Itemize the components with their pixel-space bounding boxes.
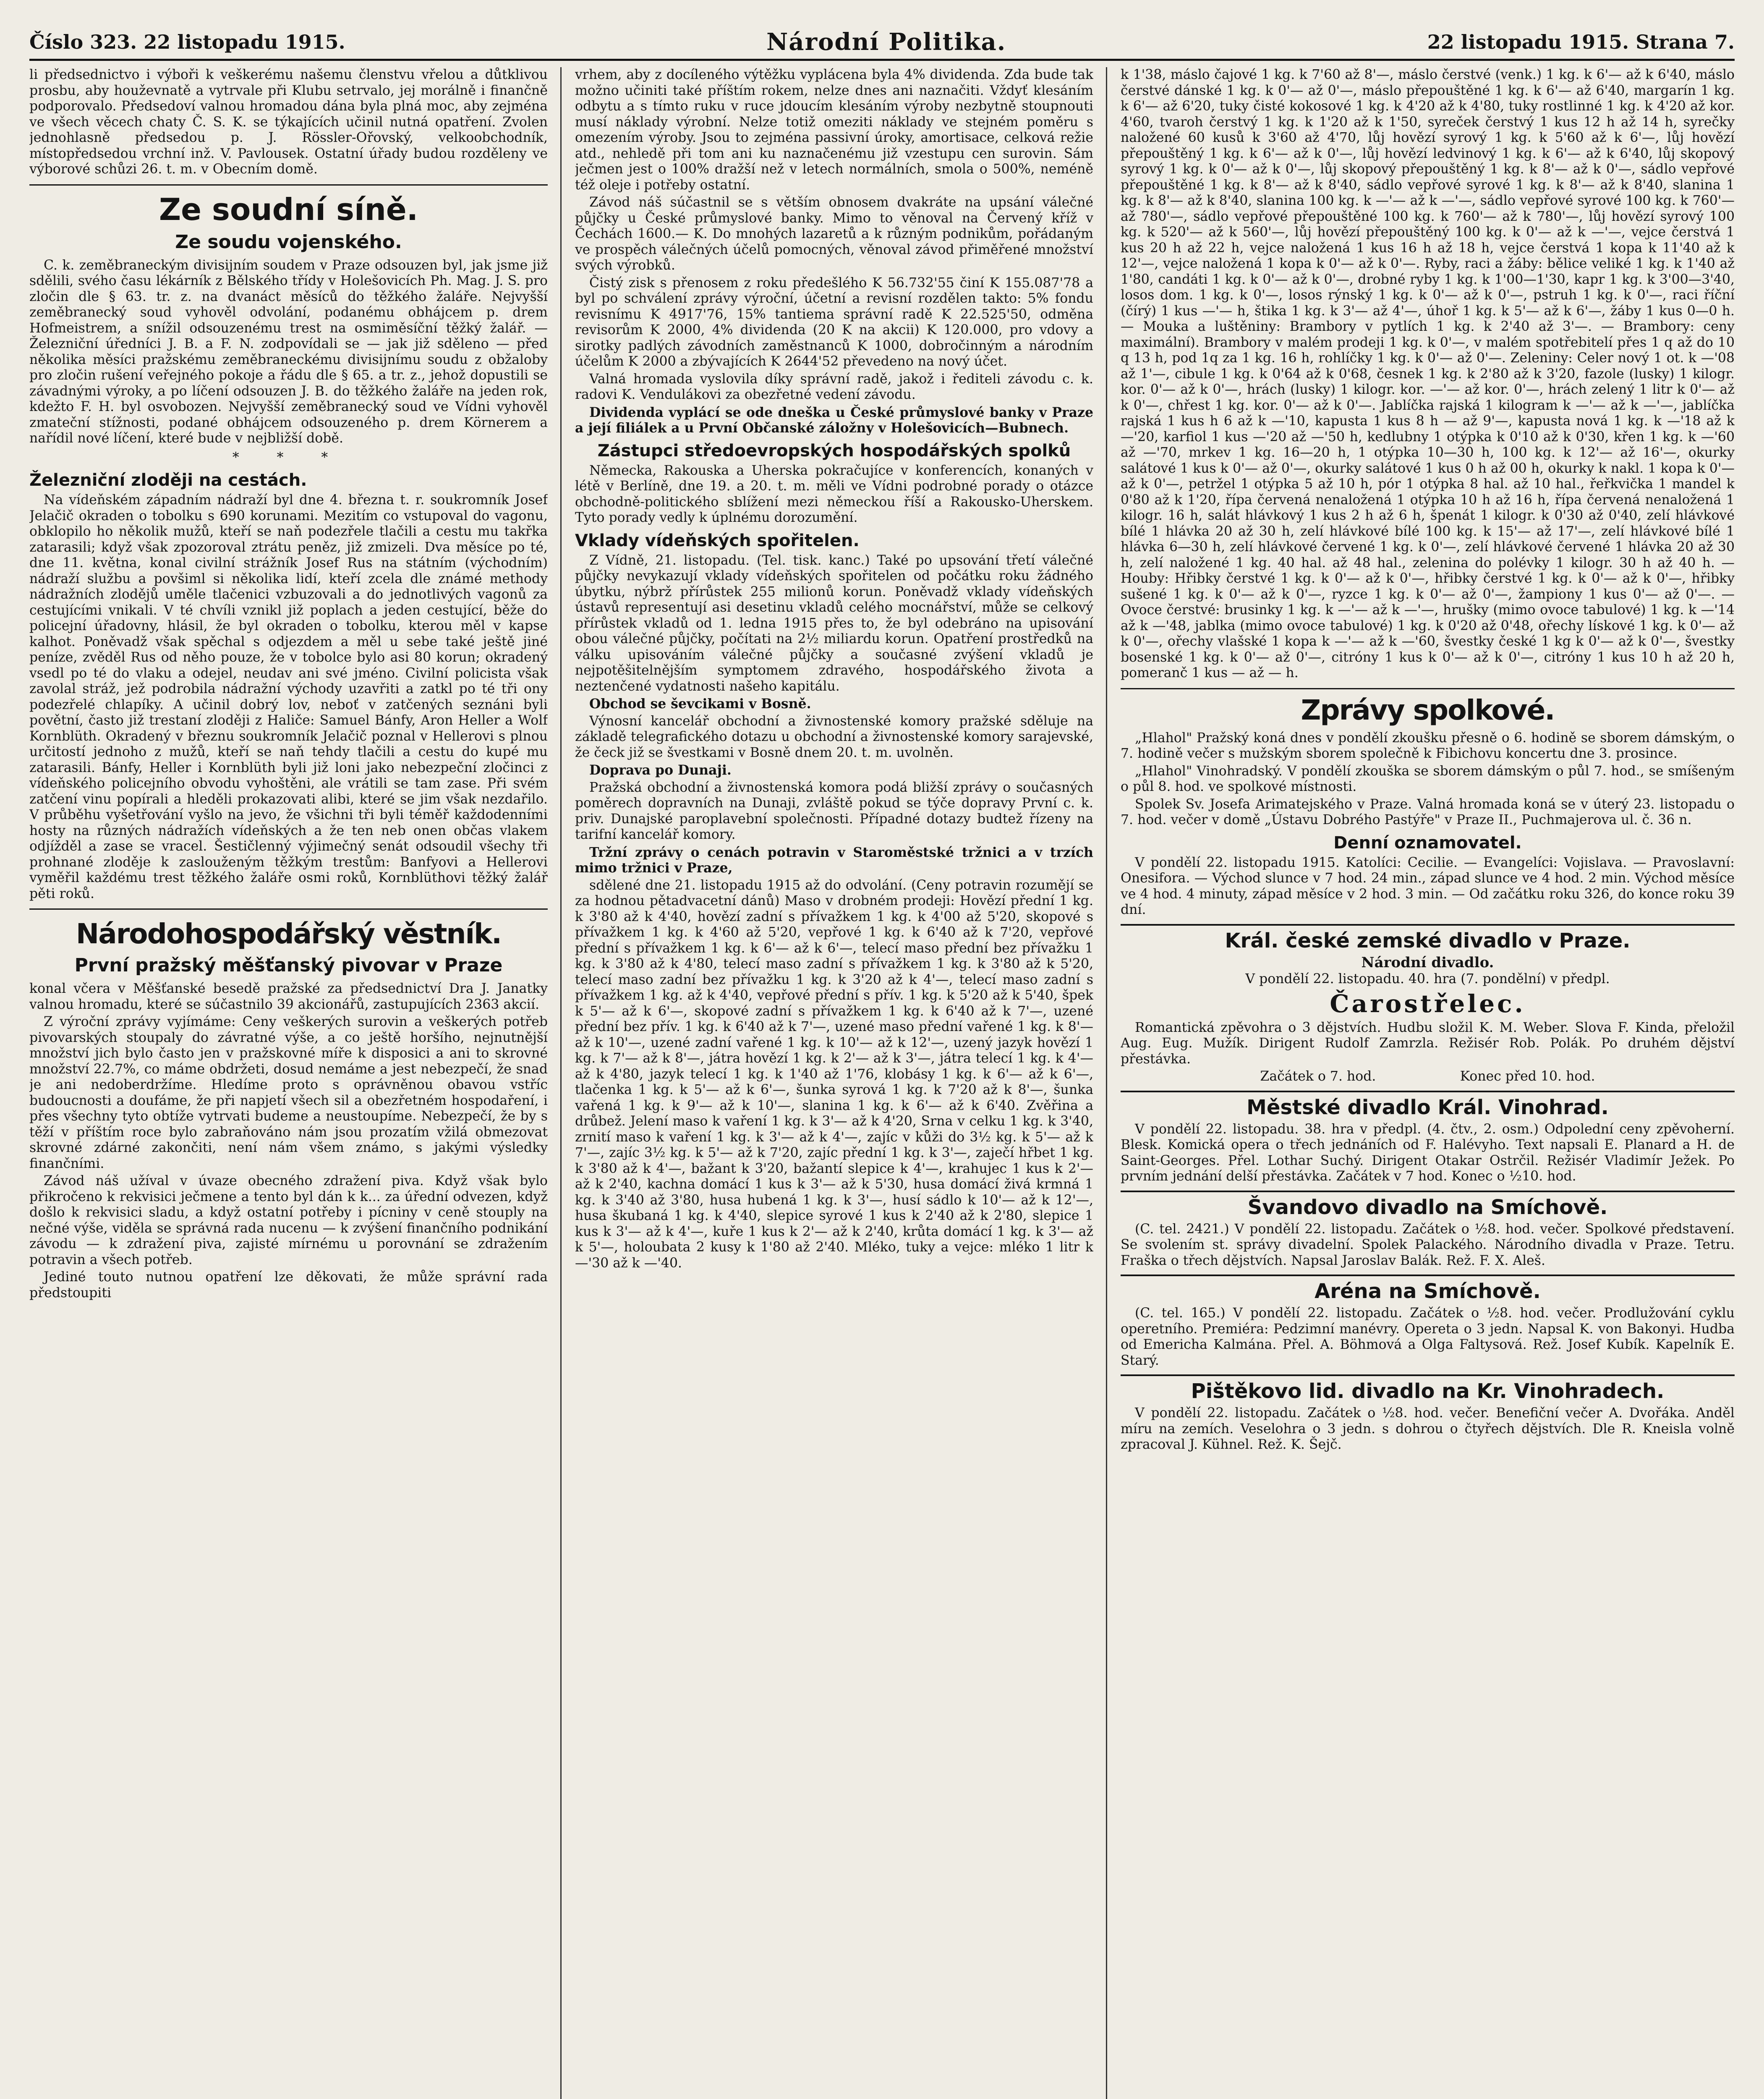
- column-rule: [1106, 67, 1107, 2099]
- rail-thieves-report: Na vídeňském západním nádraží byl dne 4. března t. r. soukromník Josef Jelačič okraden o tobolku s 690 korunami. Mezitím co vstupoval do vagonu, obklopilo ho několik mužů, kteří se naň podezřele tlačili a cestu mu takřka zatarasili; když však zpozoroval ztrátu peněz, již zmizeli. Dva měsíce po té, dne 11. května, konal civilní strážník Josef Rus na státním (východním) nádraží službu a povšiml si několika lidí, kteří zcela dle známé methody nádražních zlodějů uměle tlačenici vzbuzovali a do jednotlivých vagonů za cestujícími vnikali. V té chvíli vznikl již poplach a jeden cestující, běže do policejní úřadovny, hlásil, že byl okraden o tobolku, kterou měl v kapse kalhot. Poněvadž však spěchal s odjezdem a měl u sebe také ještě jiné peníze, zvěděl Rus od něho pouze, že v tobolce bylo asi 80 korun; okradený vsedl po té do vlaku a odejel, neudav ani své jméno. Civilní policista však zavolal stráž, jež podrobila nádražní východy uzavřiti a zatkl po té tři ony podezřelé chlapíky. A učinil dobrý lov, neboť v zatčených seznáni byli povětní, často již trestaní zloději z Haliče: Samuel Bánfy, Aron Heller a Wolf Kornblüth. Okradený v březnu soukromník Jelačič poznal v Hellerovi s plnou určitostí jednoho z mužů, kteří se naň tehdy tlačili a cestu do kupé mu zatarasili. Bánfy, Heller i Kornblüth byli již loni jako nebezpeční zločinci z vídeňského policejního obvodu vyhoštěni, ale vrátili se tam zase. Při svém zatčení vinu popírali a hleděli prokazovati alibi, které se jim však nezdařilo. V průběhu vyšetřování vyšlo na jevo, že všichni tři byli téměř každodenními hosty na různých nádražích vídeňských a že ten neb onen občas vlakem odjížděl a zase se vracel. Šestičlenný výjimečný senát odsoudil všechy tři prohnané zloděje k zaslouženým těžkým trestům: Banfyovi a Hellerovi vyměřil každému trest těžkého žaláře osmi roků, Kornblüthovi těžký žalář pěti roků.: [29, 492, 548, 901]
- brewery-thanks: Valná hromada vyslovila díky správní radě, jakož i řediteli závodu c. k. radovi K. Vendulákovi za obezřetné vedení závodu.: [575, 371, 1093, 402]
- vienna-savings-heading: Vklady vídeňských spořitelen.: [575, 531, 860, 550]
- military-court-report: C. k. zeměbraneckým divisijním soudem v Praze odsouzen byl, jak jsme již sdělili, svého času lékárník z Bělského třídy v Holešovicích Ph. Mag. J. S. pro zločin dle § 63. tr. z. na dvanáct měsíců do těžkého žaláře. Nejvyšší zeměbranecký soud vyhověl odvolání, podanému obhájcem p. drem Hofmeistrem, a snížil odsouzenému trest na osmiměsíční těžký žalář. — Železniční úředníci J. B. a F. N. zodpovídali se — jak již sděleno — před několika měsíci pražskému zeměbraneckému divisijnímu soudu z obžaloby pro zločin rušení veřejného pokoje a řádu dle § 65. a tr. z., jehož dopustili se závadnými výroky, a po líčení odsouzen J. B. do těžkého žaláře na jeden rok, kdežto F. H. byl osvobozen. Nejvyšší zeměbranecký soud ve Vídni vyhověl zmateční stížnosti, podané obhájcem odsouzeného p. drem Körnerem a nařídil nové líčení, které bude v nejbližší době.: [29, 257, 548, 446]
- bosnia-trade-heading: Obchod se ševcikami v Bosně.: [589, 696, 811, 712]
- theatre-svanda-desc: (C. tel. 2421.) V pondělí 22. listopadu. Začátek o ½8. hod. večer. Spolkové představení. Se svolením st. správy divadelní. Spolek Palackého. Národního divadla v Praze. Tetru. Fraška o třech dějstvích. Napsal Jaroslav Balák. Rež. F. X. Aleš.: [1121, 1221, 1735, 1268]
- danube-heading: Doprava po Dunaji.: [589, 762, 732, 778]
- theatre-arena-desc: (C. tel. 165.) V pondělí 22. listopadu. Začátek o ½8. hod. večer. Prodlužování cyklu operetního. Premiéra: Pedzimní manévry. Opereta o 3 jedn. Napsal K. von Bakonyi. Hudba od Emericha Kalmána. Přel. A. Böhmová a Olga Faltysová. Rež. Josef Kubík. Kapelník E. Starý.: [1121, 1306, 1735, 1368]
- daily-calendar-heading: Denní oznamovatel.: [1333, 833, 1522, 853]
- page-date: 22 listopadu 1915. Strana 7.: [1427, 31, 1735, 53]
- theatre-national-name: Král. české zemské divadlo v Praze.: [1121, 924, 1735, 953]
- brewery-profit: Čistý zisk s přenosem z roku předešlého K 56.732'55 činí K 155.087'78 a byl po schválení zprávy výroční, účetní a revisní rozdělen takto: 5% fondu revisnímu K 4917'76, 15% tantiema správní radě K 22.525'50, odměna revisorům K 2000, 4% dividenda (20 K na akcii) K 120.000, pro vdovy a sirotky padlých závodních zaměstnanců K 1000, dobročinným a národním účelům K 2000 a zbývajících K 2644'52 převedeno na nový účet.: [575, 275, 1093, 369]
- divider: [29, 184, 548, 186]
- club-hlahol-prague: „Hlahol" Pražský koná dnes v pondělí zkoušku přesně o 6. hodině se sborem dámským, o 7. hodině večer s mužským sborem společně k Fibichovu koncertu dne 3. prosince.: [1121, 730, 1735, 761]
- market-prices: sdělené dne 21. listopadu 1915 až do odvolání. (Ceny potravin rozumějí se za hodnou pětadvacetní dánů) Maso v drobném prodeji: Hovězí přední 1 kg. k 3'80 až k 4'40, hovězí zadní s přívažkem 1 kg. k 4'00 až 5'20, skopové s přívažkem 1 kg. k 4'60 až 5'20, vepřové 1 kg. k 6'40 až k 7'20, vepřové přední s přívažkem 1 kg. k 6'— až k 6'—, telecí maso přední bez přívažku 1 kg. k 3'80 až k 4'80, telecí maso zadní s přívažkem 1 kg. k 3'80 až k 5'20, telecí maso zadní bez přívažku 1 kg. k 3'20 až k 4'—, telecí maso zadní s přívažkem 1 kg. až k 4'40, vepřové přední s přív. 1 kg. k 5'20 až k 5'40, špek k 5'— až k 6'—, skopové zadní s přívažkem 1 kg. k 6'40 až k 7'—, uzené přední bez přív. 1 kg. k 6'40 až k 7'—, uzené maso přední vařené 1 kg. k 8'— až k 10'—, uzené zadní vařené 1 kg. k 10'— až k 12'—, uzený jazyk hovězí 1 kg. k 7'— až k 8'—, játra hovězí 1 kg. k 2'— až k 3'—, játra telecí 1 kg. k 4'— až k 4'80, jazyk telecí 1 kg. k 1'40 až 1'76, klobásy 1 kg. k 6'— až k 6'—, tlačenka 1 kg. k 5'— až k 6'—, šunka syrová 1 kg. k 7'20 až k 8'—, šunka vařená 1 kg. k 9'— až k 10'—, slanina 1 kg. k 6'— až k 6'40. Zvěřina a drůbež. Jelení maso k vaření 1 kg. k 3'— až k 4'20, Srna v celku 1 kg. k 3'40, zrnití maso k vaření 1 kg. k 3'— až k 4'—, zajíc v kůži do 3½ kg. k 5'— až k 7'—, zajíc 3½ kg. k 5'— až k 7'20, zajíc přední 1 kg. k 3'—, zaječí hřbet 1 kg. k 3'80 až k 4'—, bažant k 3'20, bažantí slepice k 4'—, krahujec 1 kus k 2'— až k 2'40, kachna domácí 1 kus k 3'— až k 5'30, husa domácí živá krmná 1 kg. k 3'40 až 3'80, husa hubená 1 kg. k 3'—, husí sádlo k 10'— až k 12'—, husa škubaná 1 kg. k 4'40, slepice syrové 1 kus k 2'40 až k 2'80, slepice 1 kus k 3'— až k 4'—, kuře 1 kus k 2'— až k 2'40, krůta domácí 1 kg. k 3'— až k 5'—, holoubata 2 kusy k 1'80 až 2'40. Mléko, tuky a vejce: mléko 1 litr k —'30 až k —'40.: [575, 877, 1093, 1271]
- bosnia-trade-report: Výnosní kancelář obchodní a živnostenské komory pražské sděluje na základě telegrafického dotazu u obchodní a živnostenské komory sarajevské, že čeck již se švestkami v Bosně dnem 20. t. m. uvolněn.: [575, 713, 1093, 760]
- dividend-notice: Dividenda vyplácí se ode dneška u České průmyslové banky v Praze a její filiálek a u První Občanské záložny v Holešovicích—Bubnech.: [575, 404, 1093, 436]
- divider: [1121, 688, 1735, 689]
- theatre-svanda-name: Švandovo divadlo na Smíchově.: [1121, 1191, 1735, 1219]
- theatre-national-sub: Národní divadlo.: [1361, 954, 1494, 971]
- masthead: [29, 25, 1735, 61]
- newspaper-page: [29, 25, 1735, 2099]
- danube-report: Pražská obchodní a živnostenská komora podá bližší zprávy o současných poměrech dopravních na Dunaji, zvláště pokud se týče dopravy První c. k. priv. Dunajské paroplavební společnosti. Případné dotazy budtež řízeny na tarifní kancelář komory.: [575, 780, 1093, 842]
- column-rule: [560, 67, 562, 2099]
- economy-section-title: Národohospodářský věstník.: [76, 918, 502, 950]
- brewery-p4: Jediné touto nutnou opatření lze děkovati, že může správní rada předstoupiti: [29, 1269, 548, 1301]
- market-heading: Tržní zprávy o cenách potravin v Staroměstské tržnici a v trzích mimo tržnici v Praze,: [575, 844, 1093, 876]
- theatre-vinohrady-name: Městské divadlo Král. Vinohrad.: [1121, 1091, 1735, 1119]
- column-1: [29, 67, 548, 2099]
- column-2: [575, 67, 1093, 2099]
- club-report-tail: li předsednictvo i výboři k veškerému našemu členstvu vřelou a důtklivou prosbu, aby houževnatě a vytrvale při Klubu setrvalo, jej morálně i finančně podporovalo. Předsedoví valnou hromadou dána byla plná moc, aby zejména ve všech věcech chaty Č. S. K. se týkajících učinil nutná opatření. Zvolen jednohlasně předsedou p. J. Rössler-Ořovský, velkoobchodník, místopředsedou vrchní inž. V. Pavlousek. Ostatní úřady budou rozděleny ve výborové schůzi 26. t. m. v Obecním domě.: [29, 67, 548, 177]
- brewery-p2: Z výroční zprávy vyjímáme: Ceny veškerých surovin a veškerých potřeb pivovarských stoupaly do závratné výše, a co ještě horšího, nejnutnější množství jich bylo často jen v pražskovné míře k disposici a ani to skrovné množství 22.7%, co máme obdržeti, dosud nemáme a jest nebezpečí, že snad je ani nedoberdržíme. Hledíme proto s oprávněnou obavou vstříc budoucnosti a doufáme, že při napjetí všech sil a obezřetném hospodaření, i přes všechny tyto obtíže vytrvati budeme a neustoupíme. Nebezpečí, že by s těží v příštím roce bylo zabraňováno nám jsou prozatím vžilá obmezovat skrovné zdárné zakončiti, není nám všem známo, s jakými výsledky finančními.: [29, 1014, 548, 1171]
- theatre-national-desc: Romantická zpěvohra o 3 dějstvích. Hudbu složil K. M. Weber. Slova F. Kinda, přeložil Aug. Eug. Mužík. Dirigent Rudolf Zamrzla. Režisér Rob. Polák. Po druhém dějství přestávka.: [1121, 1020, 1735, 1067]
- theatre-national-play: Čarostřelec.: [1330, 989, 1526, 1018]
- brewery-heading: První pražský měšťanský pivovar v Praze: [74, 955, 503, 976]
- club-hlahol-vinohrady: „Hlahol" Vinohradský. V pondělí zkouška se sborem dámským o půl 7. hod., se smíšeným o půl 8. hod. ve spolkové místnosti.: [1121, 763, 1735, 794]
- market-prices-continued: k 1'38, máslo čajové 1 kg. k 7'60 až 8'—, máslo čerstvé (venk.) 1 kg. k 6'— až k 6'40, máslo čerstvé dánské 1 kg. k 0'— až 0'—, máslo přepouštěné 1 kg. k 6'— až 6'40, margarín 1 kg. k 6'— až 6'20, tuky čisté kokosové 1 kg. k 4'20 až k 4'80, tuky rostlinné 1 kg. k 4'20 až kor. 4'60, tvaroh čerstvý 1 kg. k 1'20 až k 1'50, syreček čerstvý 1 kus 12 h až 14 h, syrečky naložené 60 kusů k 3'60 až 4'70, lůj hovězí syrový 1 kg. k 5'60 až k 6'—, lůj hovězí přepouštěný 1 kg. k 6'— až k 0'—, lůj hovězí ledvinový 1 kg. k 6'— až k 6'40, lůj skopový syrový 1 kg. k 0'— až k 0'—, lůj skopový přepouštěný 1 kg. k 8'— až k 0'—, sádlo vepřové přepouštěné 1 kg. k 8'— až k 8'40, sádlo vepřové syrové 1 kg. k 8'— až k 8'40, slanina 1 kg. k 8'— až k 8'40, slanina 100 kg. k —'— až k —'—, sádlo vepřové syrové 100 kg. k 760'— až 780'—, sádlo vepřové přepouštěné 100 kg. k 760'— až k 780'—, lůj hovězí syrový 100 kg. k 520'— až k 560'—, lůj hovězí přepouštěný 100 kg. k 0'— až k —'—, vejce čerstvá 1 kus 20 h až 22 h, vejce naložená 1 kus 16 h až 18 h, vejce čerstvá 1 kopa k 11'40 až k 12'—, vejce naložená 1 kopa k 0'— až k 0'—. Ryby, raci a žáby: bělice veliké 1 kg. k 1'40 až 1'80, candáti 1 kg. k 0'— až k 0'—, drobné ryby 1 kg. k 1'00—1'30, kapr 1 kg. k 3'00—3'40, losos dom. 1 kg. k 0'—, losos rýnský 1 kg. k 0'— až k 0'—, pstruh 1 kg. k 0'—, raci říční (čírý) 1 kus —'— h, štika 1 kg. k 3'— až 4'—, úhoř 1 kg. k 5'— až k 6'—, žáby 1 kus 0—0 h. — Mouka a luštěniny: Brambory v pytlích 1 kg. k 2'40 až 3'—. — Brambory: ceny maximální). Brambory v malém prodeji 1 kg. k 0'—, v malém spotřebitelí přes 1 q až do 10 q 13 h, pod 1q za 1 kg. 16 h, rohlíčky 1 kg. k 0'— až 0'—. Zeleniny: Celer nový 1 ot. k —'08 až 1'—, cibule 1 kg. k 0'64 až k 0'68, česnek 1 kg. k 2'80 až k 3'20, fazole (lusky) 1 kilogr. kor. 0'— až k 0'—, hrách (lusky) 1 kilogr. kor. —'— až kor. 0'—, hrách zelený 1 litr k 0'— až k 0'—, chřest 1 kg. kor. 0'— až k 0'—. Jablíčka rajská 1 kilogram k —'— až k —'—, jablíčka rajská 1 kus h 6 až k —'10, kapusta 1 kus 8 h — až 9'—, kapusta nová 1 kg. k —'18 až k —'20, karfiol 1 kus —'20 až —'50 h, kedlubny 1 otýpka k 0'10 až k 0'30, křen 1 kg. k —'60 až —'70, mrkev 1 kg. 16—20 h, 1 otýpka 10—30 h, 100 kg. k 12'— až 16'—, okurky salátové 1 kus k 0'— až 0'—, okurky salátové 1 kus 0 h až 00 h, okurky k nakl. 1 kopa k 0'— až k 0'—, petržel 1 otýpka 5 až 10 h, pór 1 otýpka 8 hal. až 10 hal., řeřkvička 1 mandel k 0'80 až k 1'20, řípa červená nenaložená 1 otýpka 10 h až 16 h, řípa červená nenaložená 1 kilogr. 16 h, salát hlávkový 1 kus 2 h až 6 h, špenát 1 kilogr. k 0'30 až 0'40, zelí hlávkové bílé 1 hlávka 20 až 30 h, zelí hlávkové bílé 100 kg. k 15'— až 17'—, zelí hlávkové bílé 1 hlávka 6—30 h, zelí hlávkové červené 1 kg. k 0'—, zelí hlávkové červené 1 hlávka 20 až 30 h, zelí naložené 1 kg. 40 hal. až 48 hal., zelenina do polévky 1 kilogr. 30 h až 40 h. — Houby: Hřibky čerstvé 1 kg. k 0'— až k 0'—, hřibky čerstvé 1 kg. k 0'— až k 0'—, hřibky sušené 1 kg. k 0'— až k 0'—, ryzce 1 kg. k 0'— až 0'—, žampiony 1 kus 0'— až 0'—. — Ovoce čerstvé: brusinky 1 kg. k —'— až k —'—, hrušky (mimo ovoce tabulové) 1 kg. k —'14 až k —'48, jablka (mimo ovoce tabulové) 1 kg. k 0'20 až 0'48, ořechy lískové 1 kg. k 0'— až k 0'—, ořechy vlašské 1 kopa k —'— až k —'60, švestky české 1 kg k 0'— až k 0'—, švestky bosenské 1 kg. k 0'— až 0'—, citróny 1 kus k 0'— až k 0'—, citróny 1 kus 10 h až 20 h, pomeranč 1 kus — až — h.: [1121, 67, 1735, 680]
- brewery-continued: vrhem, aby z docíleného výtěžku vyplácena byla 4% dividenda. Zda bude tak možno učiniti také příštím rokem, nelze dnes ani naznačiti. Vždyť klesáním odbytu a s tímto ruku v ruce jdoucím klesáním výroby nezbytně stoupnouti musí náklady výrobní. Nelze totiž omeziti náklady ve stejném poměru s omezením výroby. Jsou to zejména passivní úroky, amortisace, celková režie atd., nehledě při tom ani ku naznačenému již vzestupu cen surovin. Sám ječmen jest o 100% dražší než v letech normálních, smola o 500%, neméně též oleje i potřeby ostatní.: [575, 67, 1093, 193]
- separator-stars: * * *: [232, 450, 345, 465]
- theatre-vinohrady-desc: V pondělí 22. listopadu. 38. hra v předpl. (4. čtv., 2. osm.) Odpolední ceny zpěvoherní. Blesk. Komická opera o třech jednáních od F. Halévyho. Text napsali E. Planard a H. de Saint-Georges. Přel. Lothar Suchý. Dirigent Otakar Ostrčil. Režisér Vladimír Ježek. Po prvním jednání delší přestávka. Začátek v 7 hod. Konec o ½10. hod.: [1121, 1121, 1735, 1184]
- theatre-pistek-name: Pištěkovo lid. divadlo na Kr. Vinohradech.: [1121, 1374, 1735, 1403]
- brewery-donations: Závod náš súčastnil se s větším obnosem dvakráte na upsání válečné půjčky u České průmyslové banky. Mimo to věnoval na Červený kříž v Čechách 1600.— K. Do mnohých lazaretů a k různým podnikům, pořádaným ve prospěch válečných účelů pomocných, věnoval závod přiměřené množství svých výrobků.: [575, 195, 1093, 273]
- court-section-title: Ze soudní síně.: [159, 191, 418, 227]
- club-arimatej: Spolek Sv. Josefa Arimatejského v Praze. Valná hromada koná se v úterý 23. listopadu o 7. hod. večer v domě „Ústavu Dobrého Pastýře" v Praze II., Puchmajerova ul. č. 36 n.: [1121, 796, 1735, 827]
- brewery-p1: konal včera v Měšťanské besedě pražské za předsednictví Dra J. Janatky valnou hromadu, které se súčastnilo 39 akcionářů, zastupujících 2363 akcií.: [29, 981, 548, 1012]
- issue-number: Číslo 323. 22 listopadu 1915.: [29, 31, 345, 53]
- theatre-arena-name: Aréna na Smíchově.: [1121, 1275, 1735, 1303]
- central-europe-report: Německa, Rakouska a Uherska pokračujíce v konferencích, konaných v létě v Berlíně, dne 19. a 20. t. m. měli ve Vídni podrobné porady o otázce obchodně-politického sblížení mezi německou říší a Rakousko-Uherskem. Tyto porady vedly k úplnému dorozumění.: [575, 463, 1093, 525]
- column-3: [1121, 67, 1735, 2099]
- brewery-p3: Závod náš užíval v úvaze obecného zdražení piva. Když však bylo přikročeno k rekvisici ječmene a tento byl dán k k... za úřední odvezen, když došlo k rekvisici sladu, a když ostatní potřeby i pícniny v ceně stouply na nečné výše, viděla se správná rada nucenu — k zvýšení finančního podnikání závodu — k zdražení piva, zajisté mírnému u porovnání se zdražením potravin a všech potřeb.: [29, 1173, 548, 1267]
- theatre-pistek-desc: V pondělí 22. listopadu. Začátek o ½8. hod. večer. Benefiční večer A. Dvořáka. Anděl míru na zemích. Veselohra o 3 jedn. s dohrou o čtyřech dějstvích. Dle R. Kneisla volně zpracoval J. Kühnel. Rež. K. Šejč.: [1121, 1405, 1735, 1452]
- rail-thieves-heading: Železniční zloději na cestách.: [29, 471, 307, 490]
- daily-calendar: V pondělí 22. listopadu 1915. Katolíci: Cecilie. — Evangelíci: Vojislava. — Pravoslavní: Onesifora. — Východ slunce v 7 hod. 24 min., západ slunce ve 4 hod. 2 min. Východ měsíce ve 4 hod. 4 minuty, západ měsíce v 2 hod. 3 min. — Od začátku roku 326, do konce roku 39 dní.: [1121, 855, 1735, 917]
- vienna-savings-report: Z Vídně, 21. listopadu. (Tel. tisk. kanc.) Také po upsování třetí válečné půjčky nevykazují vklady vídeňských spořitelen od počátku roku žádného úbytku, nýbrž přírůstek 255 milionů korun. Poněvadž vklady vídeňských ústavů representují asi desetinu vkladů celého mocnářství, může se celkový přírůstek vkladů od 1. ledna 1915 přes to, že byl odebráno na upisování obou válečné půjčky, počítati na 2½ miliardu korun. Opatření prostředků na válku upisováním válečné půjčky a současné zvýšení vkladů je nejpotěšitelnějším symptomem zdravého, hospodářského života a neztenčené vydatnosti našeho kapitálu.: [575, 552, 1093, 694]
- theatre-national-date: V pondělí 22. listopadu. 40. hra (7. pondělní) v předpl.: [1245, 971, 1610, 987]
- theatre-national-time: Začátek o 7. hod. Konec před 10. hod.: [1260, 1069, 1595, 1084]
- divider: [29, 908, 548, 910]
- newspaper-title: Národní Politika.: [766, 28, 1006, 56]
- club-news-title: Zprávy spolkové.: [1301, 694, 1555, 726]
- central-europe-heading: Zástupci středoevropských hospodářských spolků: [597, 441, 1071, 461]
- military-court-heading: Ze soudu vojenského.: [175, 231, 402, 253]
